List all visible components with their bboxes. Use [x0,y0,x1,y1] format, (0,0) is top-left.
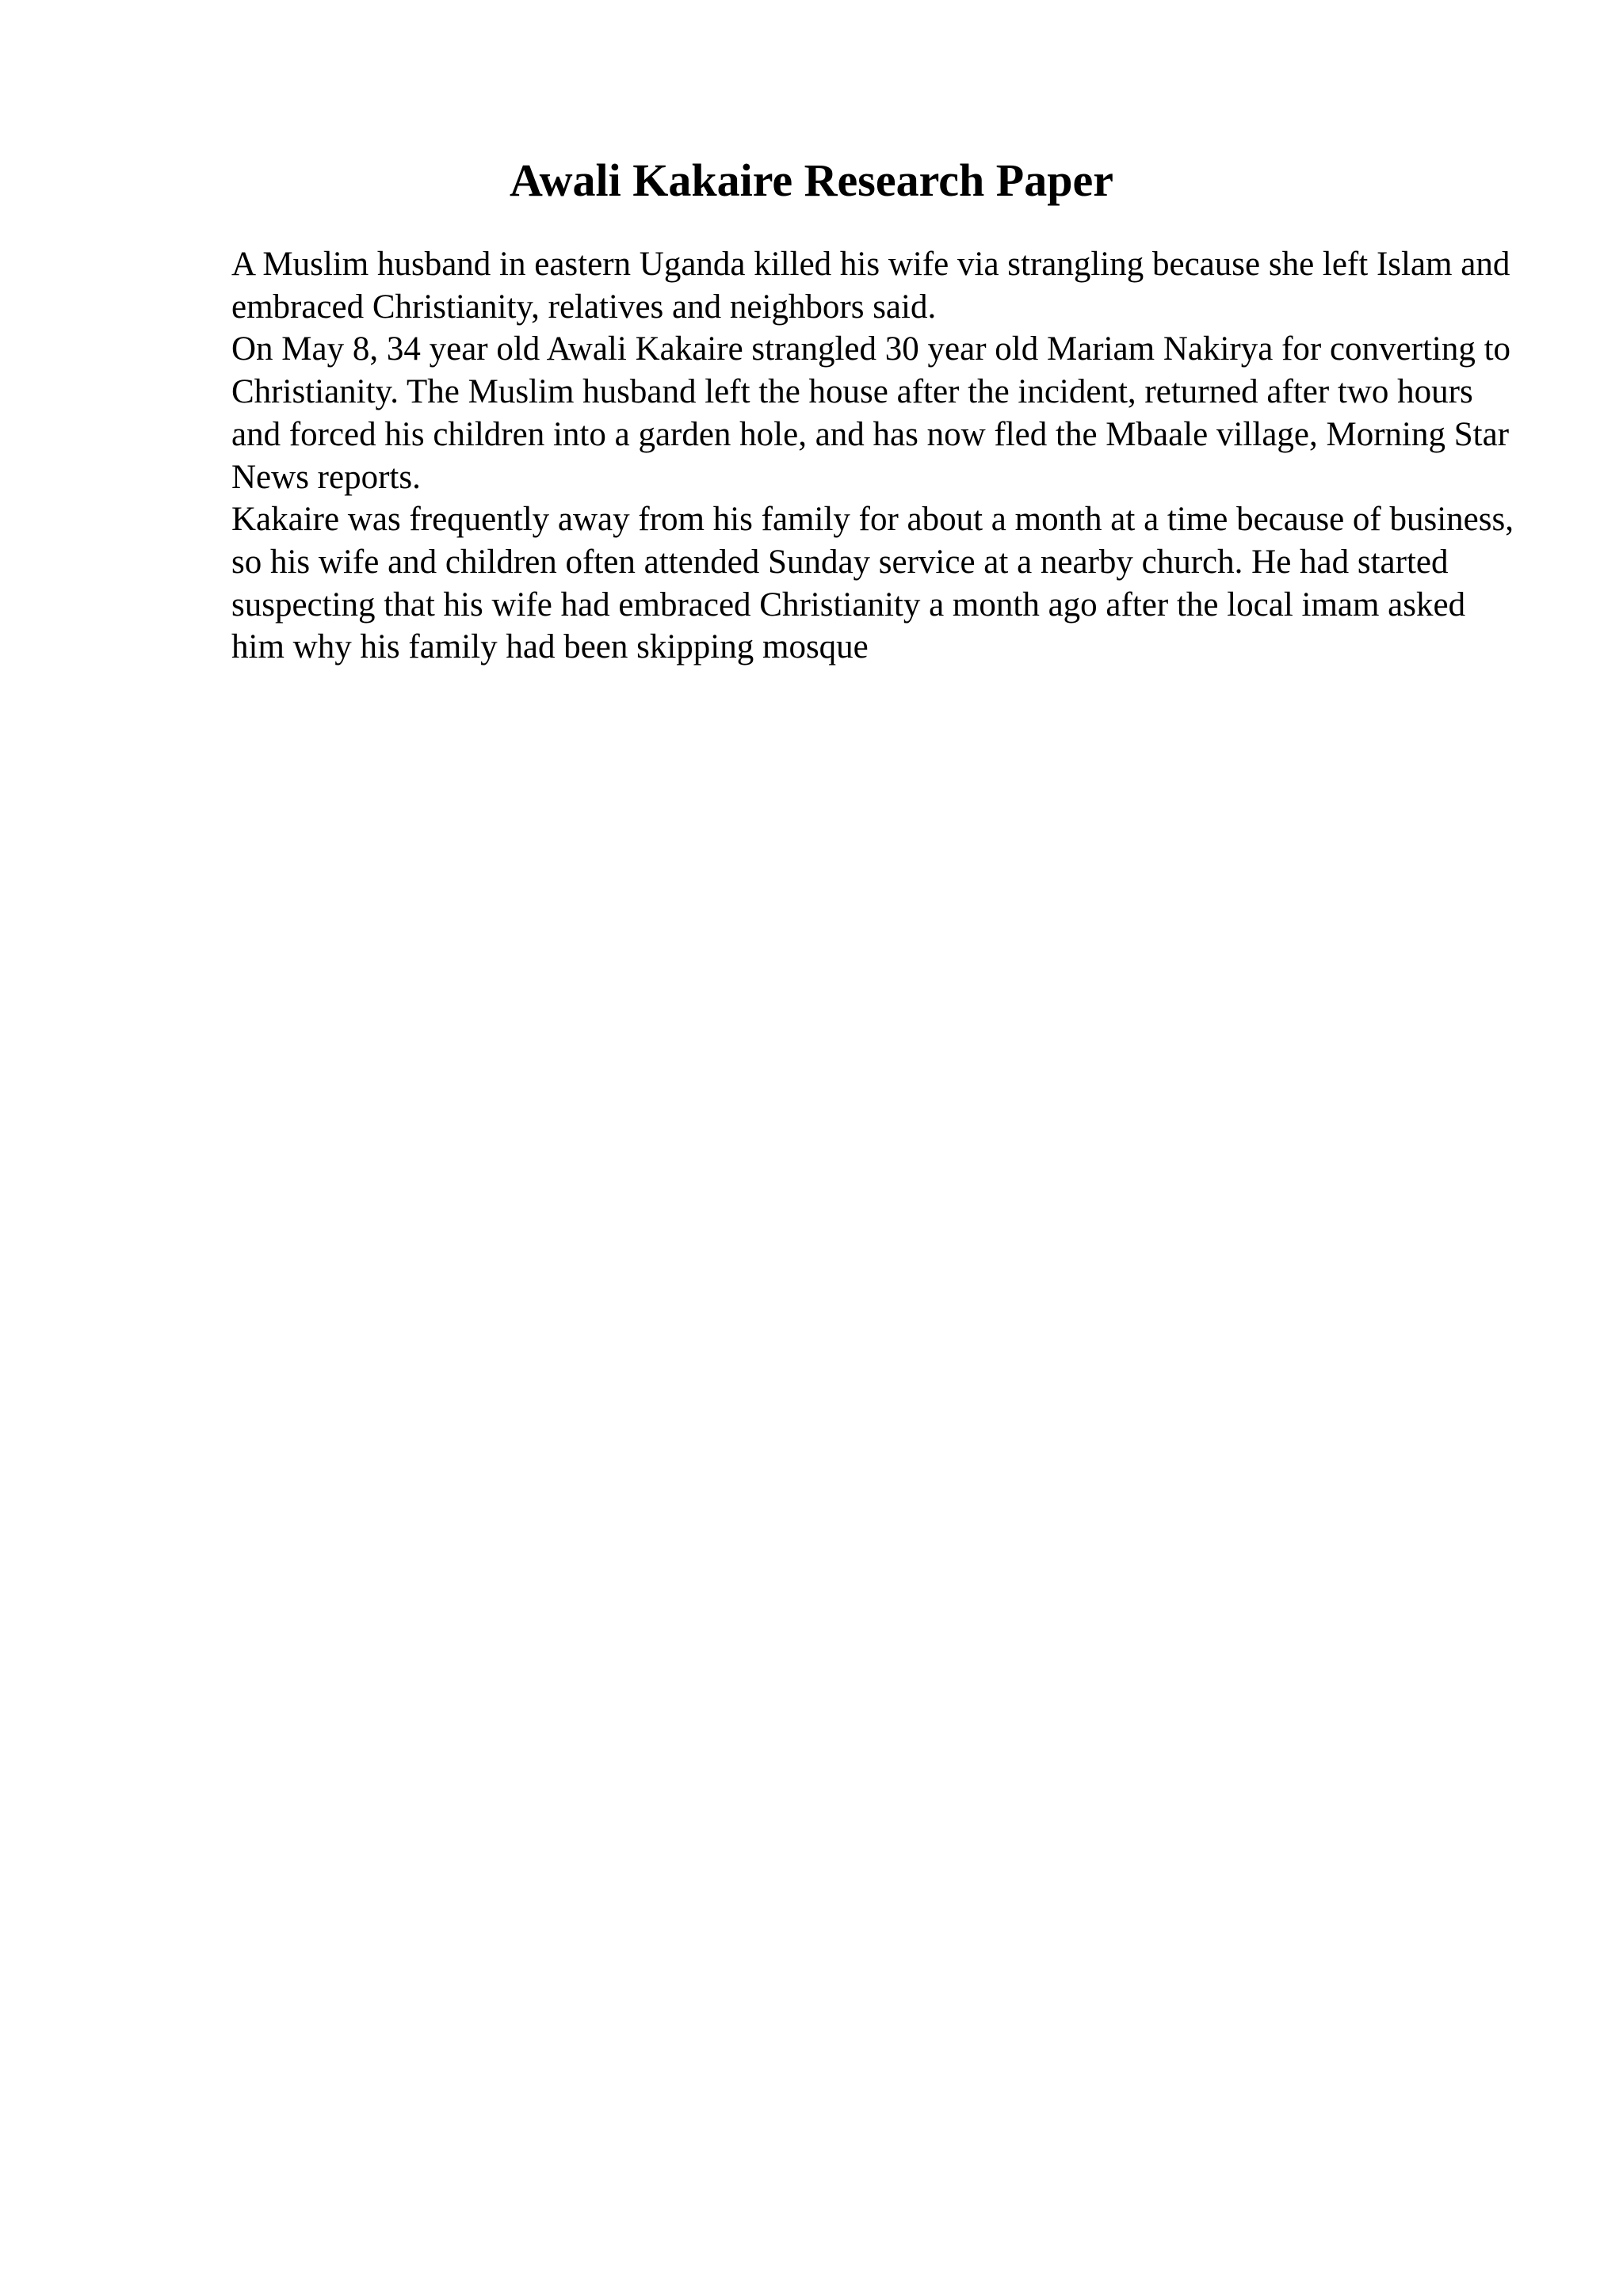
paragraph-1: A Muslim husband in eastern Uganda killed his wife via strangling because she left Islam and embraced Christianity, relatives and neighbors said. [231,246,1510,326]
document-body [231,243,1515,669]
paragraph-2: On May 8, 34 year old Awali Kakaire strangled 30 year old Mariam Nakirya for converting to Christianity. The Muslim husband left the house after the incident, returned after two hours and forced his children into a garden hole, and has now fled the Mbaale village, Morning Star News reports. [231,330,1511,496]
document-title: Awali Kakaire Research Paper [510,154,1113,206]
paragraph-3: Kakaire was frequently away from his family for about a month at a time because of business, so his wife and children often attended Sunday service at a nearby church. He had started suspecting that his wife had embraced Christianity a month ago after the local imam asked him why his family had been skipping mosque [231,501,1514,666]
